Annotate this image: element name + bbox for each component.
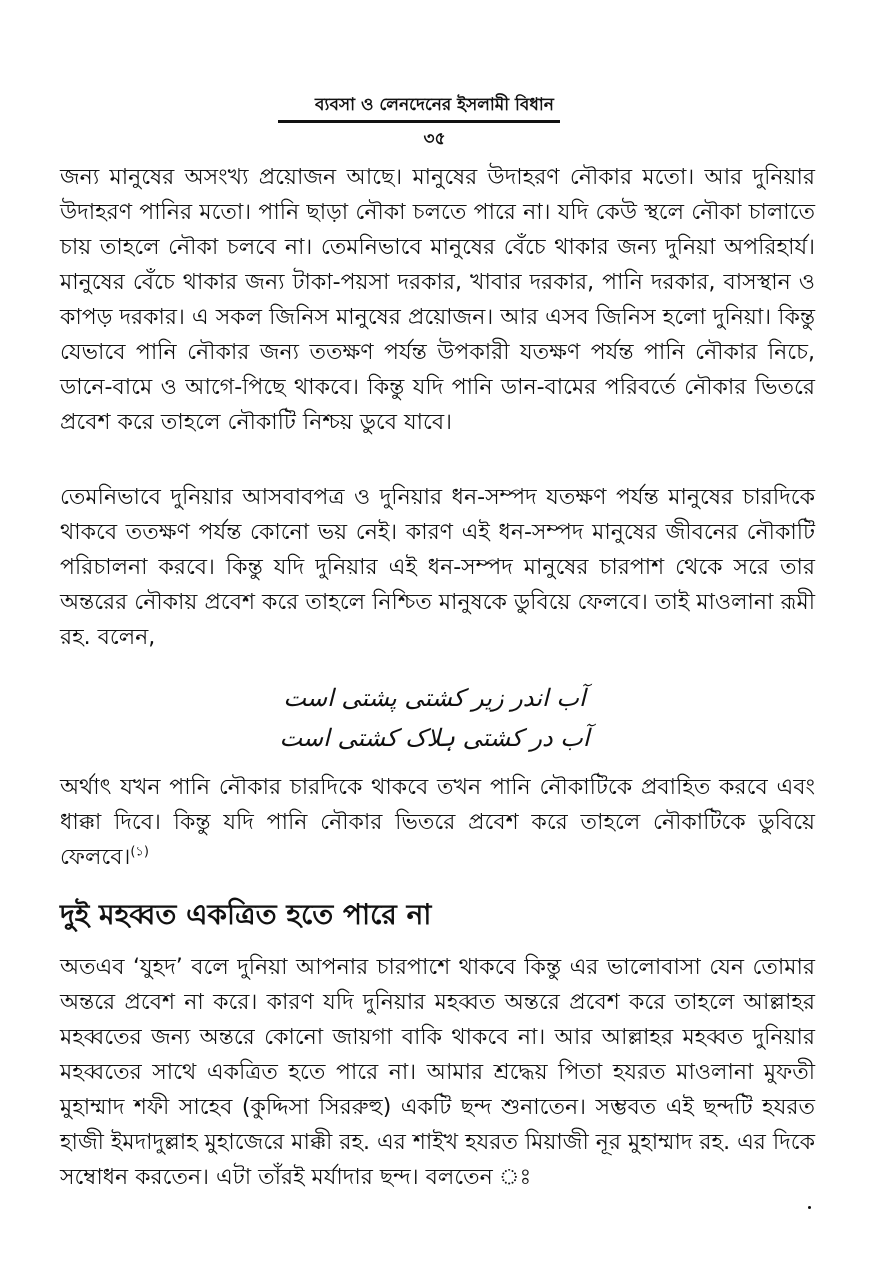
print-speck — [808, 1206, 811, 1209]
page-number: ৩৫ — [423, 129, 446, 149]
couplet-line-1: آب اندر زیر کشتی پشتی است — [283, 684, 586, 712]
paragraph-boat-analogy: জন্য মানুষের অসংখ্য প্রয়োজন আছে। মানুষের উদাহরণ নৌকার মতো। আর দুনিয়ার উদাহরণ পানির মতো। পানি ছাড়া নৌকা চলতে পারে না। যদি কেউ স্থলে নৌকা চালাতে চায় তাহলে নৌকা চলবে না। তেমনিভাবে মানুষের বেঁচে থাকার জন্য দুনিয়া অপরিহার্য। মানুষের বেঁচে থাকার জন্য টাকা-পয়সা দরকার, খাবার দরকার, পানি দরকার, বাসস্থান ও কাপড় দরকার। এ সকল জিনিস মানুষের প্রয়োজন। আর এসব জিনিস হলো দুনিয়া। কিন্তু যেভাবে পানি নৌকার জন্য ততক্ষণ পর্যন্ত উপকারী যতক্ষণ পর্যন্ত পানি নৌকার নিচে, ডানে-বামে ও আগে-পিছে থাকবে। কিন্তু যদি পানি ডান-বামের পরিবর্তে নৌকার ভিতরে প্রবেশ করে তাহলে নৌকাটি নিশ্চয় ডুবে যাবে। — [60, 165, 815, 435]
footnote-marker[interactable]: (১) — [130, 844, 149, 860]
running-header-title: ব্যবসা ও লেনদেনের ইসলামী বিধান — [315, 95, 554, 115]
paragraph-worldly-wealth: তেমনিভাবে দুনিয়ার আসবাবপত্র ও দুনিয়ার ধন-সম্পদ যতক্ষণ পর্যন্ত মানুষের চারদিকে থাকবে ততক্ষণ পর্যন্ত কোনো ভয় নেই। কারণ এই ধন-সম্পদ মানুষের জীবনের নৌকাটি পরিচালনা করবে। কিন্তু যদি দুনিয়ার এই ধন-সম্পদ মানুষের চারপাশ থেকে সরে তার অন্তরের নৌকায় প্রবেশ করে তাহলে নিশ্চিত মানুষকে ডুবিয়ে ফেলবে। তাই মাওলানা রূমী রহ. বলেন, — [60, 485, 815, 650]
rumi-couplet — [0, 678, 869, 758]
paragraph-explanation-text: অর্থাৎ যখন পানি নৌকার চারদিকে থাকবে তখন পানি নৌকাটিকে প্রবাহিত করবে এবং ধাক্কা দিবে। কিন্তু যদি পানি নৌকার ভিতরে প্রবেশ করে তাহলে নৌকাটিকে ডুবিয়ে ফেলবে। — [60, 775, 815, 870]
paragraph-explanation — [60, 770, 815, 875]
couplet-line-2: آب در کشتی ہلاک کشتی است — [279, 724, 590, 752]
section-heading: দুই মহব্বত একত্রিত হতে পারে না — [60, 898, 432, 931]
paragraph-zuhd: অতএব ‘যুহদ’ বলে দুনিয়া আপনার চারপাশে থাকবে কিন্তু এর ভালোবাসা যেন তোমার অন্তরে প্রবেশ না করে। কারণ যদি দুনিয়ার মহব্বত অন্তরে প্রবেশ করে তাহলে আল্লাহর মহব্বতের জন্য অন্তরে কোনো জায়গা বাকি থাকবে না। আর আল্লাহর মহব্বত দুনিয়ার মহব্বতের সাথে একত্রিত হতে পারে না। আমার শ্রদ্ধেয় পিতা হযরত মাওলানা মুফতী মুহাম্মাদ শফী সাহেব (কুদ্দিসা সিররুহু) একটি ছন্দ শুনাতেন। সম্ভবত এই ছন্দটি হযরত হাজী ইমদাদুল্লাহ মুহাজেরে মাক্কী রহ. এর শাইখ হযরত মিয়াজী নূর মুহাম্মাদ রহ. এর দিকে সম্বোধন করতেন। এটা তাঁরই মর্যাদার ছন্দ। বলতেন ঃ — [60, 955, 815, 1190]
header-rule — [278, 120, 560, 123]
